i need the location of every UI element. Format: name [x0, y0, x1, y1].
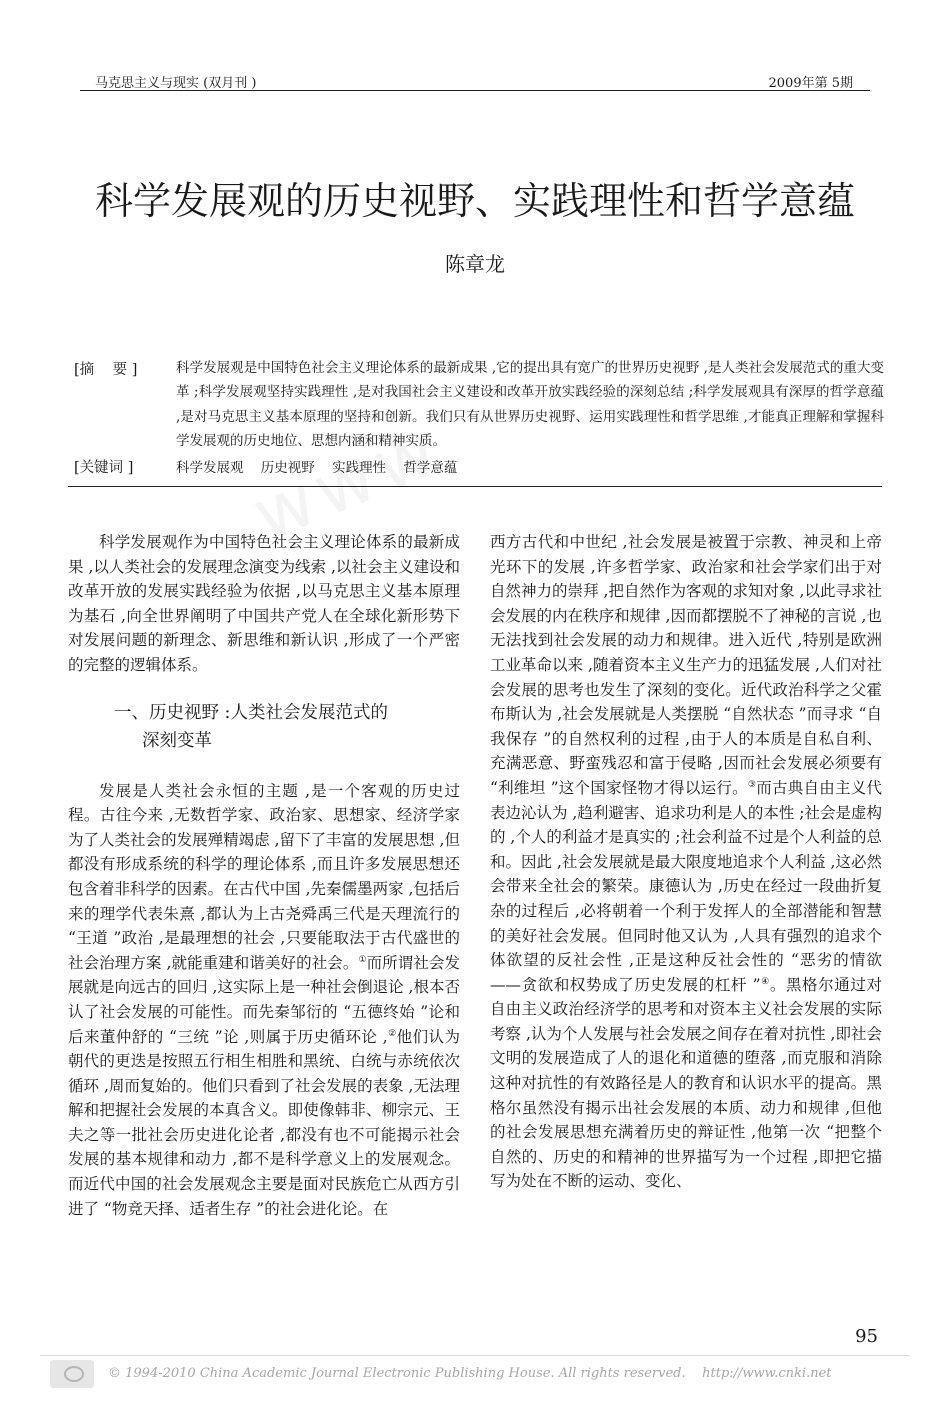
- issue-number: 2009年第 5期: [768, 76, 853, 91]
- keywords-label: [关键词 ]: [74, 460, 134, 476]
- body-column-left: [68, 530, 460, 1221]
- footnote-ref[interactable]: ②: [387, 1028, 397, 1039]
- article-author: 陈章龙: [445, 252, 505, 276]
- footer-divider: [40, 1355, 910, 1356]
- abstract-label: [摘 要 ]: [74, 362, 138, 378]
- abstract-text: 科学发展观是中国特色社会主义理论体系的最新成果 ,它的提出具有宽广的世界历史视野 ,是人类社会发展范式的重大变革 ;科学发展观坚持实践理性 ,是对我国社会主义建设和改革开放实践经验的深刻总结 ;科学发展观具有深厚的哲学意蕴 ,是对马克思主义基本原理的坚持和创新。我们只有从世界历史视野、运用实践理性和哲学思维 ,才能真正理解和掌握科学发展观的历史地位、思想内涵和精神实质。: [176, 360, 884, 449]
- journal-name: 马克思主义与现实 (双月刊 ): [95, 76, 257, 91]
- section-heading-line: 一、历史视野 :人类社会发展范式的: [114, 702, 388, 723]
- footnote-ref[interactable]: ①: [358, 954, 367, 965]
- body-column-right: [490, 530, 882, 1194]
- keyword: 实践理性: [332, 460, 387, 476]
- abstract-divider: [68, 486, 882, 487]
- cnki-logo-icon: [50, 1360, 94, 1388]
- keyword: 科学发展观: [176, 460, 244, 476]
- section-heading: [114, 699, 460, 755]
- article-title: 科学发展观的历史视野、实践理性和哲学意蕴: [94, 179, 855, 223]
- page-number: 95: [855, 1326, 878, 1347]
- paragraph: 科学发展观作为中国特色社会主义理论体系的最新成果 ,以人类社会的发展理念演变为线索 ,以社会主义建设和改革开放的发展实践经验为依据 ,以马克思主义基本原理为基石 ,向全世界阐明了中国共产党人在全球化新形势下对发展问题的新理念、新思维和新认识 ,形成了一个严密的完整的逻辑体系。: [68, 533, 460, 674]
- footnote-ref[interactable]: ④: [760, 976, 770, 987]
- copyright-footer: © 1994-2010 China Academic Journal Electronic Publishing House. All rights reserved. http://www.cnki.net: [108, 1366, 832, 1381]
- keyword: 历史视野: [260, 460, 315, 476]
- keyword: 哲学意蕴: [403, 460, 458, 476]
- paragraph: 发展是人类社会永恒的主题 ,是一个客观的历史过程。古往今来 ,无数哲学家、政治家、思想家、经济学家为了人类社会的发展殚精竭虑 ,留下了丰富的发展思想 ,但都没有形成系统的科学的理论体系 ,而且许多发展思想还包含着非科学的因素。在古代中国 ,先秦儒墨两家 ,包括后来的理学代表朱熹 ,都认为上古尧舜禹三代是天理流行的 “王道 ”政治 ,是最理想的社会 ,只要能取法于古代盛世的社会治理方案 ,就能重建和谐美好的社会。①而所谓社会发展就是向远古的回归 ,这实际上是一种社会倒退论 ,根本否认了社会发展的可能性。而先秦邹衍的 “五德终始 ”论和后来董仲舒的 “三统 ”论 ,则属于历史循环论 ,②他们认为朝代的更迭是按照五行相生相胜和黑统、白统与赤统依次循环 ,周而复始的。他们只看到了社会发展的表象 ,无法理解和把握社会发展的本真含义。即使像韩非、柳宗元、王夫之等一批社会历史进化论者 ,都没有也不可能揭示社会发展的基本规律和动力 ,都不是科学意义上的发展观念。而近代中国的社会发展观念主要是面对民族危亡从西方引进了 “物竞天择、适者生存 ”的社会进化论。在: [68, 781, 460, 1218]
- section-heading-line: 深刻变革: [142, 730, 212, 751]
- footnote-ref[interactable]: ③: [747, 779, 757, 790]
- paragraph: 西方古代和中世纪 ,社会发展是被置于宗教、神灵和上帝光环下的发展 ,许多哲学家、政治家和社会学家们出于对自然神力的崇拜 ,把自然作为客观的求知对象 ,以此寻求社会发展的内在秩序和规律 ,因而都摆脱不了神秘的言说 ,也无法找到社会发展的动力和规律。进入近代 ,特别是欧洲工业革命以来 ,随着资本主义生产力的迅猛发展 ,人们对社会发展的思考也发生了深刻的变化。近代政治科学之父霍布斯认为 ,社会发展就是人类摆脱 “自然状态 ”而寻求 “自我保存 ”的自然权利的过程 ,由于人的本质是自私自利、充满恶意、野蛮残忍和富于侵略 ,因而社会发展必须要有 “利维坦 ”这个国家怪物才得以运行。③而古典自由主义代表边沁认为 ,趋利避害、追求功利是人的本性 ;社会是虚构的 ,个人的利益才是真实的 ;社会利益不过是个人利益的总和。因此 ,社会发展就是最大限度地追求个人利益 ,这必然会带来全社会的繁荣。康德认为 ,历史在经过一段曲折复杂的过程后 ,必将朝着一个利于发挥人的全部潜能和智慧的美好社会发展。但同时他又认为 ,人具有强烈的追求个体欲望的反社会性 ,正是这种反社会性的 “恶劣的情欲 ——贪欲和权势成了历史发展的杠杆 ”④。黑格尔通过对自由主义政治经济学的思考和对资本主义社会发展的实际考察 ,认为个人发展与社会发展之间存在着对抗性 ,即社会文明的发展造成了人的退化和道德的堕落 ,而克服和消除这种对抗性的有效路径是人的教育和认识水平的提高。黑格尔虽然没有揭示出社会发展的本质、动力和规律 ,但他的社会发展思想充满着历史的辩证性 ,他第一次 “把整个自然的、历史的和精神的世界描写为一个过程 ,即把它描写为处在不断的运动、变化、: [490, 533, 883, 1191]
- header-divider: [80, 90, 870, 91]
